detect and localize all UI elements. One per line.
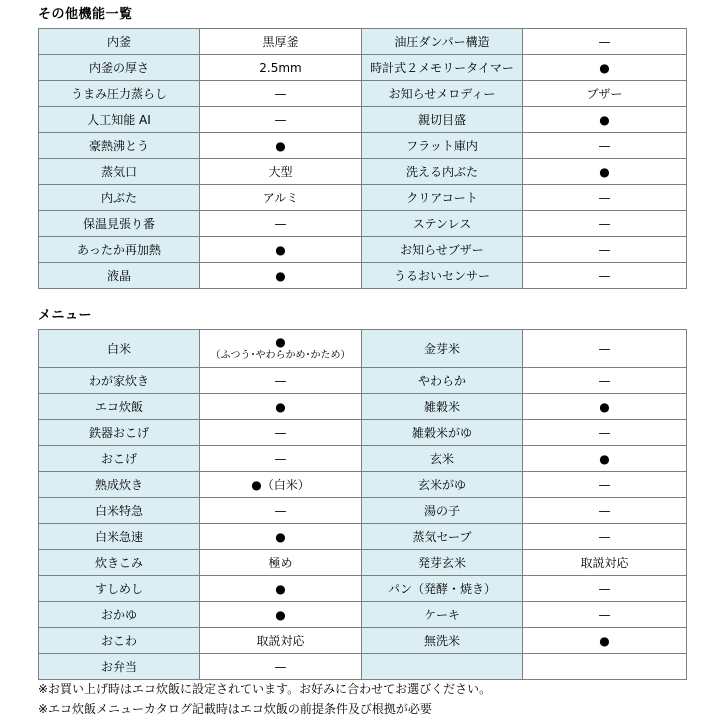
table-row — [39, 237, 687, 263]
menu-label: 雑穀米 — [362, 394, 523, 420]
menu-label: 発芽玄米 — [362, 550, 523, 576]
feature-label: 豪熱沸とう — [39, 133, 200, 159]
menu-label: すしめし — [39, 576, 200, 602]
table-row — [39, 394, 687, 420]
table-row — [39, 133, 687, 159]
menu-label: おかゆ — [39, 602, 200, 628]
menu-value: — — [200, 420, 362, 446]
footnote: ※エコ炊飯メニューカタログ記載時はエコ炊飯の前提条件及び根拠が必要 — [38, 702, 432, 716]
footnote: ※お買い上げ時はエコ炊飯に設定されています。お好みに合わせてお選びください。 — [38, 682, 492, 696]
menu-value-white-rice — [200, 330, 362, 368]
menu-label: やわらか — [362, 368, 523, 394]
menu-label: 白米 — [39, 330, 200, 368]
feature-value: — — [523, 263, 687, 289]
feature-value: 大型 — [200, 159, 362, 185]
feature-value: — — [523, 133, 687, 159]
table-row — [39, 420, 687, 446]
menu-label: エコ炊飯 — [39, 394, 200, 420]
feature-label: うまみ圧力蒸らし — [39, 81, 200, 107]
menu-label: 炊きこみ — [39, 550, 200, 576]
menu-label: おこげ — [39, 446, 200, 472]
menu-value-empty — [523, 654, 687, 680]
menu-value: — — [523, 420, 687, 446]
other-features-title: その他機能一覧 — [38, 7, 133, 22]
feature-value: ● — [200, 237, 362, 263]
table-row — [39, 576, 687, 602]
table-row — [39, 602, 687, 628]
menu-value: ● — [200, 394, 362, 420]
menu-label: お弁当 — [39, 654, 200, 680]
menu-title: メニュー — [38, 308, 93, 323]
feature-label: 親切目盛 — [362, 107, 523, 133]
table-row — [39, 524, 687, 550]
white-rice-options: （ふつう･やわらかめ･かため） — [210, 350, 351, 361]
feature-label: 内釜 — [39, 29, 200, 55]
table-row — [39, 211, 687, 237]
feature-value: ● — [523, 159, 687, 185]
table-row — [39, 446, 687, 472]
menu-label: 蒸気セーブ — [362, 524, 523, 550]
feature-value: ● — [200, 133, 362, 159]
menu-value: 取説対応 — [523, 550, 687, 576]
feature-label: 内ぶた — [39, 185, 200, 211]
menu-label: 熟成炊き — [39, 472, 200, 498]
menu-label: 湯の子 — [362, 498, 523, 524]
menu-value: — — [523, 524, 687, 550]
table-row — [39, 107, 687, 133]
table-row — [39, 81, 687, 107]
feature-label: 時計式２メモリータイマー — [362, 55, 523, 81]
menu-value: — — [523, 602, 687, 628]
menu-value: ● — [523, 628, 687, 654]
menu-value: — — [523, 498, 687, 524]
feature-value: 2.5mm — [200, 55, 362, 81]
menu-value: — — [200, 446, 362, 472]
feature-label: フラット庫内 — [362, 133, 523, 159]
feature-value: — — [523, 211, 687, 237]
feature-label: あったか再加熱 — [39, 237, 200, 263]
menu-label: 無洗米 — [362, 628, 523, 654]
feature-value: ● — [523, 55, 687, 81]
menu-value: ● — [200, 576, 362, 602]
menu-label: 白米急速 — [39, 524, 200, 550]
feature-value: 黒厚釜 — [200, 29, 362, 55]
feature-label: ステンレス — [362, 211, 523, 237]
menu-value: ●（白米） — [200, 472, 362, 498]
table-row — [39, 263, 687, 289]
feature-value: — — [523, 237, 687, 263]
menu-value: 極め — [200, 550, 362, 576]
menu-value: — — [523, 472, 687, 498]
table-row — [39, 55, 687, 81]
feature-label: クリアコート — [362, 185, 523, 211]
menu-value: — — [200, 498, 362, 524]
table-row — [39, 368, 687, 394]
feature-value: ブザー — [523, 81, 687, 107]
feature-label: お知らせメロディー — [362, 81, 523, 107]
feature-value: — — [523, 29, 687, 55]
menu-value: ● — [200, 602, 362, 628]
menu-value: — — [523, 368, 687, 394]
feature-label: 液晶 — [39, 263, 200, 289]
feature-value: — — [200, 107, 362, 133]
menu-label: 玄米 — [362, 446, 523, 472]
feature-value: ● — [523, 107, 687, 133]
table-row — [39, 472, 687, 498]
menu-label: 白米特急 — [39, 498, 200, 524]
feature-label: お知らせブザー — [362, 237, 523, 263]
feature-label: 油圧ダンパー構造 — [362, 29, 523, 55]
feature-value: — — [523, 185, 687, 211]
feature-label: 保温見張り番 — [39, 211, 200, 237]
menu-label: わが家炊き — [39, 368, 200, 394]
menu-label: 玄米がゆ — [362, 472, 523, 498]
menu-label: パン（発酵・焼き） — [362, 576, 523, 602]
table-row — [39, 185, 687, 211]
table-row — [39, 550, 687, 576]
menu-value: — — [523, 330, 687, 368]
menu-label: 鉄器おこげ — [39, 420, 200, 446]
feature-value: ● — [200, 263, 362, 289]
table-row — [39, 29, 687, 55]
menu-label: 雑穀米がゆ — [362, 420, 523, 446]
menu-label: 金芽米 — [362, 330, 523, 368]
feature-label: 洗える内ぶた — [362, 159, 523, 185]
menu-value: ● — [523, 446, 687, 472]
menu-value: — — [200, 654, 362, 680]
table-row — [39, 654, 687, 680]
menu-value: ● — [523, 394, 687, 420]
table-row — [39, 330, 687, 368]
feature-label: うるおいセンサー — [362, 263, 523, 289]
menu-value: 取説対応 — [200, 628, 362, 654]
feature-label: 内釜の厚さ — [39, 55, 200, 81]
menu-value: ● — [200, 524, 362, 550]
feature-label: 人工知能 AI — [39, 107, 200, 133]
table-row — [39, 159, 687, 185]
menu-label: ケーキ — [362, 602, 523, 628]
feature-value: — — [200, 211, 362, 237]
menu-value: ● — [275, 335, 286, 349]
feature-value: — — [200, 81, 362, 107]
menu-value: — — [523, 576, 687, 602]
feature-label: 蒸気口 — [39, 159, 200, 185]
menu-label: おこわ — [39, 628, 200, 654]
table-row — [39, 498, 687, 524]
other-features-table — [38, 28, 687, 289]
menu-table — [38, 329, 687, 680]
feature-value: アルミ — [200, 185, 362, 211]
menu-label-empty — [362, 654, 523, 680]
menu-value: — — [200, 368, 362, 394]
table-row — [39, 628, 687, 654]
